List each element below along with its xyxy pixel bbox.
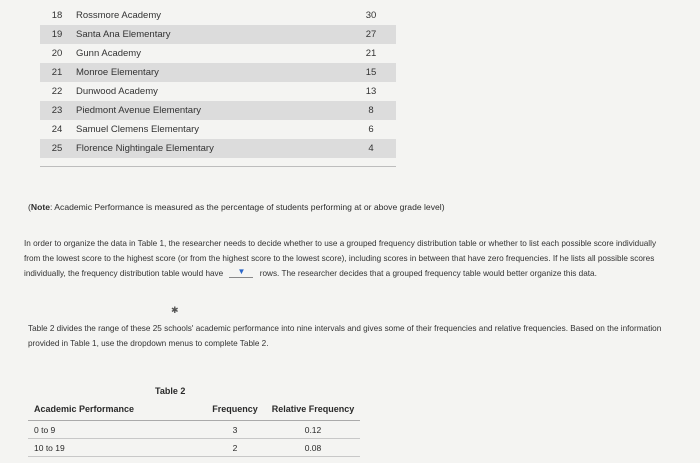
table-row <box>28 421 360 439</box>
row-number: 20 <box>51 48 63 59</box>
table-row <box>40 44 396 63</box>
relative-frequency-value: 0.12 <box>304 424 322 435</box>
school-score: 6 <box>368 124 374 135</box>
school-name: Dunwood Academy <box>76 86 158 97</box>
row-number: 23 <box>51 105 63 116</box>
row-number: 24 <box>51 124 63 135</box>
table-1 <box>40 6 396 167</box>
column-header: Frequency <box>212 404 258 414</box>
table-row <box>28 439 360 457</box>
instruction-paragraph-2: Table 2 divides the range of these 25 schools' academic performance into nine intervals and gives some of their frequencies and relative frequencies. Based on the information provided in Table 1, use the dropdown menus to complete Table 2. <box>28 324 662 348</box>
school-score: 4 <box>368 143 374 154</box>
table-row <box>28 457 360 463</box>
school-score: 8 <box>368 105 374 116</box>
school-name: Florence Nightingale Elementary <box>76 143 214 154</box>
cursor-icon: ✱ <box>171 305 179 315</box>
table-divider <box>40 166 396 167</box>
table-row <box>40 82 396 101</box>
school-name: Samuel Clemens Elementary <box>76 124 200 135</box>
note-text: : Academic Performance is measured as the percentage of students performing at or above grade level) <box>49 202 445 212</box>
table-row <box>40 139 396 158</box>
table-note: (Note: Academic Performance is measured as the percentage of students performing at or above grade level) <box>28 202 445 212</box>
school-name: Gunn Academy <box>76 48 141 59</box>
paragraph-text: rows. The researcher decides that a grouped frequency table would better organize this data. <box>259 269 597 278</box>
column-header: Academic Performance <box>34 404 135 414</box>
dropdown-arrow-icon: ▼ <box>237 267 246 276</box>
school-name: Santa Ana Elementary <box>76 29 171 40</box>
school-score: 27 <box>365 29 377 40</box>
row-number: 25 <box>51 143 63 154</box>
table-row <box>40 101 396 120</box>
table-2-title: Table 2 <box>155 386 186 396</box>
school-score: 30 <box>365 10 377 21</box>
row-number: 21 <box>51 67 63 78</box>
row-number: 22 <box>51 86 63 97</box>
table-header <box>28 398 360 421</box>
column-header: Relative Frequency <box>271 404 355 414</box>
school-name: Monroe Elementary <box>76 67 159 78</box>
table-row <box>40 63 396 82</box>
table-row <box>40 6 396 25</box>
row-number: 18 <box>51 10 63 21</box>
table-row <box>40 25 396 44</box>
school-score: 15 <box>365 67 377 78</box>
table-2 <box>28 398 360 463</box>
paragraph-text: In order to organize the data in Table 1, the researcher needs to decide whether to use a grouped frequency distribution table or whether to list each possible score individually from the lowest score to the highest score (or from the highest score to the lowest score), including scores in between that have zero frequencies. If he lists all possible scores individually, the frequency distribution table would have <box>24 239 657 278</box>
note-label: Note <box>30 202 50 212</box>
school-name: Piedmont Avenue Elementary <box>76 105 201 116</box>
school-score: 21 <box>365 48 377 59</box>
frequency-value: 3 <box>232 424 238 435</box>
rows-count-dropdown[interactable] <box>229 267 253 278</box>
relative-frequency-value: 0.08 <box>304 442 322 453</box>
table-row <box>40 120 396 139</box>
school-score: 13 <box>365 86 377 97</box>
interval-label: 10 to 19 <box>34 442 65 453</box>
row-number: 19 <box>51 29 63 40</box>
frequency-value: 2 <box>232 442 238 453</box>
interval-label: 0 to 9 <box>34 424 56 435</box>
instruction-paragraph-1 <box>24 236 674 281</box>
school-name: Rossmore Academy <box>76 10 162 21</box>
